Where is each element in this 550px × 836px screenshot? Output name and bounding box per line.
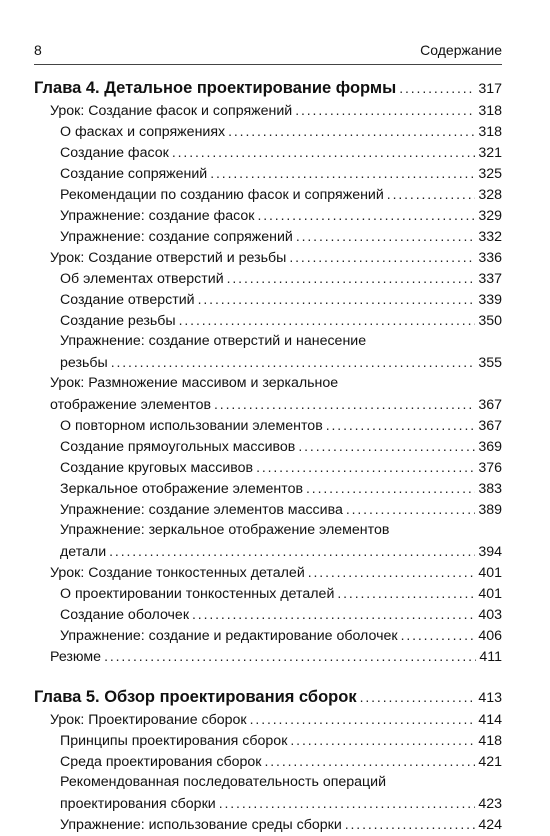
toc-entry-title: О повторном использовании элементов — [60, 418, 323, 434]
toc-entry-title: Создание фасок — [60, 145, 169, 161]
toc-page-number: 367 — [478, 397, 502, 413]
toc-page-number: 339 — [478, 292, 502, 308]
toc-page-number: 423 — [478, 796, 502, 812]
dot-leader — [326, 415, 476, 436]
toc-entry-title: Резюме — [50, 649, 102, 665]
toc-page-number: 413 — [478, 690, 502, 706]
toc-entry-title: проектирования сборки — [60, 796, 216, 812]
toc-page-number: 383 — [478, 481, 502, 497]
dot-leader — [210, 163, 475, 184]
dot-leader — [345, 814, 476, 835]
toc-entry-title: Глава 4. Детальное проектирование формы — [34, 79, 397, 97]
dot-leader — [104, 646, 476, 667]
toc-entry-line — [34, 520, 502, 541]
toc-entry-title: Об элементах отверстий — [60, 271, 224, 287]
toc-page-number: 369 — [478, 439, 502, 455]
toc-entry[interactable] — [34, 436, 502, 457]
toc-entry-title: О проектировании тонкостенных деталей — [60, 586, 335, 602]
toc-entry-line — [34, 772, 502, 793]
toc-entry-line — [34, 373, 502, 394]
dot-leader — [298, 436, 475, 457]
dot-leader — [109, 541, 475, 562]
toc-entry[interactable] — [34, 289, 502, 310]
dot-leader — [346, 499, 475, 520]
toc-entry-title: Создание отверстий — [60, 292, 195, 308]
toc-entry-title: О фасках и сопряжениях — [60, 124, 226, 140]
toc-entry[interactable] — [34, 205, 502, 226]
dot-leader — [337, 583, 475, 604]
toc-entry-title: Создание резьбы — [60, 313, 176, 329]
dot-leader — [179, 310, 476, 331]
dot-leader — [214, 394, 475, 415]
toc-page-number: 329 — [478, 208, 502, 224]
toc-entry[interactable] — [34, 751, 502, 772]
toc-entry[interactable] — [34, 583, 502, 604]
dot-leader — [219, 793, 476, 814]
toc-entry-title: Урок: Создание тонкостенных деталей — [50, 565, 305, 581]
toc-entry-title: Урок: Проектирование сборок — [50, 712, 247, 728]
toc-page-number: 376 — [478, 460, 502, 476]
toc-entry-title: Упражнение: создание элементов массива — [60, 502, 343, 518]
toc-entry-title: Урок: Создание отверстий и резьбы — [50, 250, 287, 266]
toc-entry-title: отображение элементов — [50, 397, 212, 413]
toc-entry-title-part: Упражнение: зеркальное отображение элементов — [60, 522, 390, 538]
dot-leader — [265, 751, 476, 772]
toc-page-number: 337 — [478, 271, 502, 287]
toc-entry[interactable] — [34, 394, 502, 415]
toc-entry[interactable] — [34, 478, 502, 499]
toc-entry[interactable] — [34, 100, 502, 121]
toc-entry-title: резьбы — [60, 355, 108, 371]
toc-entry-title: детали — [60, 544, 107, 560]
toc-page-number: 318 — [478, 124, 502, 140]
dot-leader — [172, 142, 475, 163]
toc-page-number: 318 — [478, 103, 502, 119]
running-head: Содержание — [420, 42, 502, 58]
toc-entry[interactable] — [34, 457, 502, 478]
toc-page-number: 424 — [478, 817, 502, 833]
dot-leader — [296, 226, 475, 247]
dot-leader — [227, 268, 476, 289]
toc-entry-line — [34, 331, 502, 352]
toc-entry[interactable] — [34, 730, 502, 751]
dot-leader — [111, 352, 476, 373]
toc-entry[interactable] — [34, 184, 502, 205]
page-number: 8 — [34, 42, 42, 58]
toc-entry-title: Рекомендации по созданию фасок и сопряжений — [60, 187, 384, 203]
dot-leader — [360, 685, 476, 709]
toc-page-number: 401 — [478, 565, 502, 581]
toc-entry[interactable] — [34, 352, 502, 373]
toc-entry-title: Создание прямоугольных массивов — [60, 439, 296, 455]
toc-entry[interactable] — [34, 541, 502, 562]
toc-entry[interactable] — [34, 163, 502, 184]
toc-entry[interactable] — [34, 121, 502, 142]
dot-leader — [401, 625, 476, 646]
dot-leader — [295, 100, 475, 121]
toc-entry[interactable] — [34, 625, 502, 646]
toc-page-number: 406 — [478, 628, 502, 644]
toc-page-number: 332 — [478, 229, 502, 245]
toc-entry[interactable] — [34, 268, 502, 289]
dot-leader — [228, 121, 475, 142]
toc-entry[interactable] — [34, 793, 502, 814]
dot-leader — [289, 247, 475, 268]
toc-entry[interactable] — [34, 499, 502, 520]
toc-entry[interactable] — [34, 415, 502, 436]
toc-page-number: 355 — [478, 355, 502, 371]
toc-entry-title: Упражнение: создание сопряжений — [60, 229, 293, 245]
toc-chapter[interactable] — [34, 685, 502, 709]
toc-page-number: 389 — [478, 502, 502, 518]
toc-page-number: 321 — [478, 145, 502, 161]
dot-leader — [399, 76, 475, 100]
toc-page-number: 421 — [478, 754, 502, 770]
dot-leader — [256, 457, 475, 478]
toc-page-number: 411 — [479, 649, 502, 665]
toc-entry[interactable] — [34, 709, 502, 730]
dot-leader — [306, 478, 475, 499]
toc-entry-title: Упражнение: использование среды сборки — [60, 817, 342, 833]
dot-leader — [290, 730, 475, 751]
dot-leader — [308, 562, 476, 583]
toc-entry-title: Глава 5. Обзор проектирования сборок — [34, 688, 357, 706]
dot-leader — [198, 289, 476, 310]
toc-entry-title: Урок: Создание фасок и сопряжений — [50, 103, 293, 119]
toc-entry[interactable] — [34, 646, 502, 667]
toc-entry[interactable] — [34, 142, 502, 163]
toc-entry-title: Упражнение: создание и редактирование оболочек — [60, 628, 398, 644]
table-of-contents — [34, 76, 502, 835]
toc-entry-title: Зеркальное отображение элементов — [60, 481, 304, 497]
toc-page-number: 401 — [478, 586, 502, 602]
toc-entry[interactable] — [34, 814, 502, 835]
toc-page-number: 394 — [478, 544, 502, 560]
toc-page-number: 414 — [478, 712, 502, 728]
toc-entry-title-part: Рекомендованная последовательность операций — [60, 774, 387, 790]
toc-entry-title: Создание круговых массивов — [60, 460, 254, 476]
toc-entry-title: Среда проектирования сборок — [60, 754, 262, 770]
toc-entry-title-part: Упражнение: создание отверстий и нанесение — [60, 333, 367, 349]
toc-entry[interactable] — [34, 562, 502, 583]
toc-page-number: 350 — [478, 313, 502, 329]
toc-entry-title: Создание сопряжений — [60, 166, 208, 182]
toc-page-number: 418 — [478, 733, 502, 749]
toc-page-number: 325 — [478, 166, 502, 182]
toc-entry[interactable] — [34, 604, 502, 625]
toc-page-number: 336 — [478, 250, 502, 266]
toc-page-number: 403 — [478, 607, 502, 623]
toc-page-number: 328 — [478, 187, 502, 203]
toc-entry-title-part: Урок: Размножение массивом и зеркальное — [50, 375, 339, 391]
dot-leader — [387, 184, 476, 205]
toc-entry-title: Принципы проектирования сборок — [60, 733, 288, 749]
dot-leader — [250, 709, 476, 730]
toc-chapter[interactable] — [34, 76, 502, 100]
toc-entry[interactable] — [34, 247, 502, 268]
page-header — [34, 40, 502, 65]
toc-page-number: 317 — [478, 81, 502, 97]
toc-entry-title: Создание оболочек — [60, 607, 190, 623]
toc-entry[interactable] — [34, 226, 502, 247]
dot-leader — [257, 205, 475, 226]
dot-leader — [192, 604, 475, 625]
toc-page-number: 367 — [478, 418, 502, 434]
toc-entry-title: Упражнение: создание фасок — [60, 208, 255, 224]
toc-entry[interactable] — [34, 310, 502, 331]
